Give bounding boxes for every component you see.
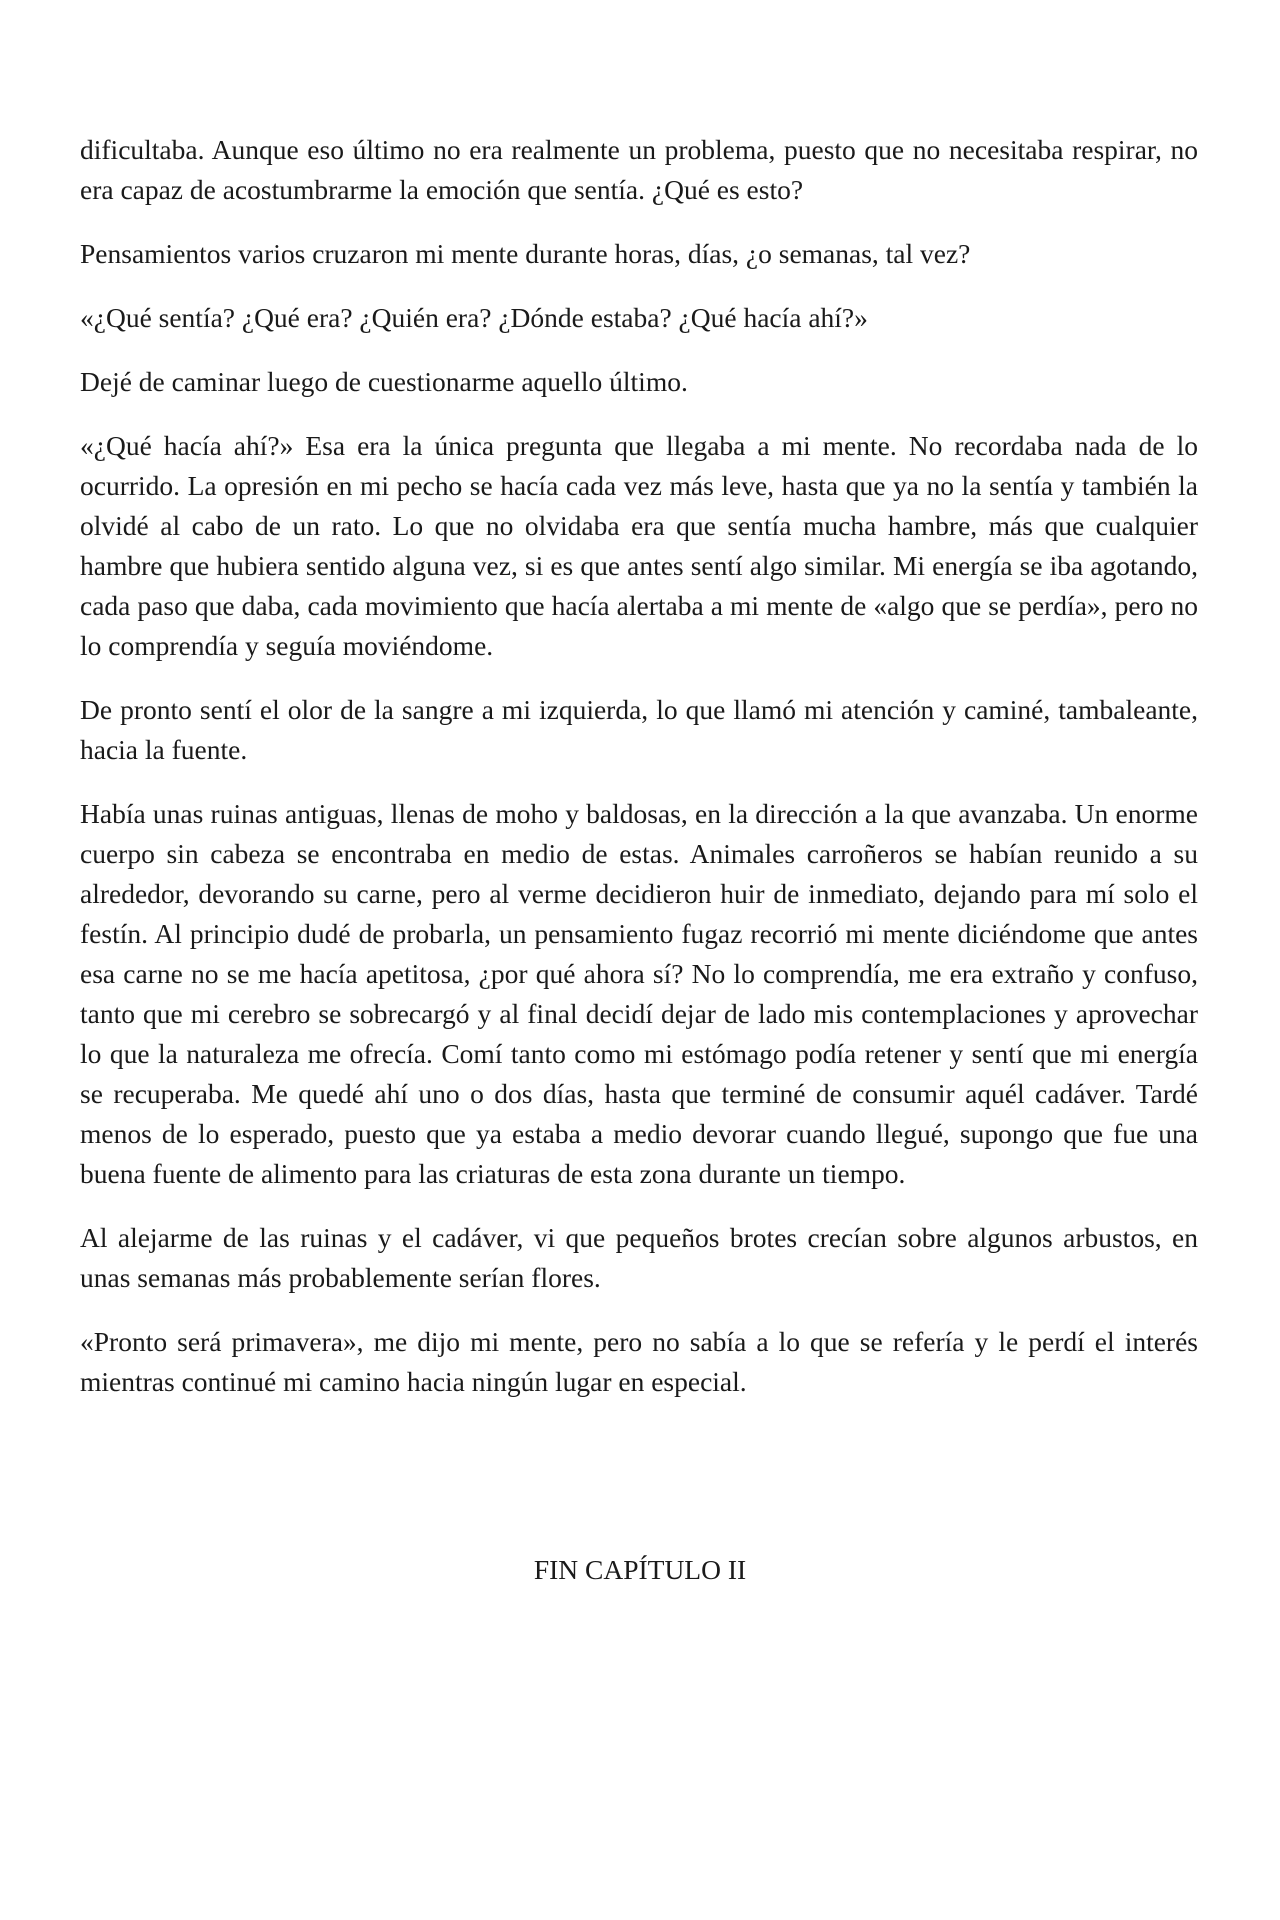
paragraph-9: «Pronto será primavera», me dijo mi mente, pero no sabía a lo que se refería y le perdí el interés mientras continué mi camino hacia ningún lugar en especial. — [80, 1326, 1198, 1397]
paragraph-2: Pensamientos varios cruzaron mi mente durante horas, días, ¿o semanas, tal vez? — [80, 238, 971, 269]
document-body — [80, 130, 1198, 1426]
paragraph-3: «¿Qué sentía? ¿Qué era? ¿Quién era? ¿Dónde estaba? ¿Qué hacía ahí?» — [80, 302, 868, 333]
paragraph-5: «¿Qué hacía ahí?» Esa era la única pregunta que llegaba a mi mente. No recordaba nada de lo ocurrido. La opresión en mi pecho se hacía cada vez más leve, hasta que ya no la sentía y también la olvidé al cabo de un rato. Lo que no olvidaba era que sentía mucha hambre, más que cualquier hambre que hubiera sentido alguna vez, si es que antes sentí algo similar. Mi energía se iba agotando, cada paso que daba, cada movimiento que hacía alertaba a mi mente de «algo que se perdía», pero no lo comprendía y seguía moviéndome. — [80, 430, 1198, 661]
chapter-end-heading: FIN CAPÍTULO II — [533, 1554, 747, 1585]
paragraph-6: De pronto sentí el olor de la sangre a mi izquierda, lo que llamó mi atención y caminé, tambaleante, hacia la fuente. — [80, 694, 1198, 765]
paragraph-7: Había unas ruinas antiguas, llenas de moho y baldosas, en la dirección a la que avanzaba. Un enorme cuerpo sin cabeza se encontraba en medio de estas. Animales carroñeros se habían reunido a su alrededor, devorando su carne, pero al verme decidieron huir de inmediato, dejando para mí solo el festín. Al principio dudé de probarla, un pensamiento fugaz recorrió mi mente diciéndome que antes esa carne no se me hacía apetitosa, ¿por qué ahora sí? No lo comprendía, me era extraño y confuso, tanto que mi cerebro se sobrecargó y al final decidí dejar de lado mis contemplaciones y aprovechar lo que la naturaleza me ofrecía. Comí tanto como mi estómago podía retener y sentí que mi energía se recuperaba. Me quedé ahí uno o dos días, hasta que terminé de consumir aquél cadáver. Tardé menos de lo esperado, puesto que ya estaba a medio devorar cuando llegué, supongo que fue una buena fuente de alimento para las criaturas de esta zona durante un tiempo. — [80, 798, 1198, 1189]
paragraph-4: Dejé de caminar luego de cuestionarme aquello último. — [80, 366, 688, 397]
paragraph-1: dificultaba. Aunque eso último no era realmente un problema, puesto que no necesitaba respirar, no era capaz de acostumbrarme la emoción que sentía. ¿Qué es esto? — [80, 134, 1198, 205]
paragraph-8: Al alejarme de las ruinas y el cadáver, vi que pequeños brotes crecían sobre algunos arbustos, en unas semanas más probablemente serían flores. — [80, 1222, 1198, 1293]
